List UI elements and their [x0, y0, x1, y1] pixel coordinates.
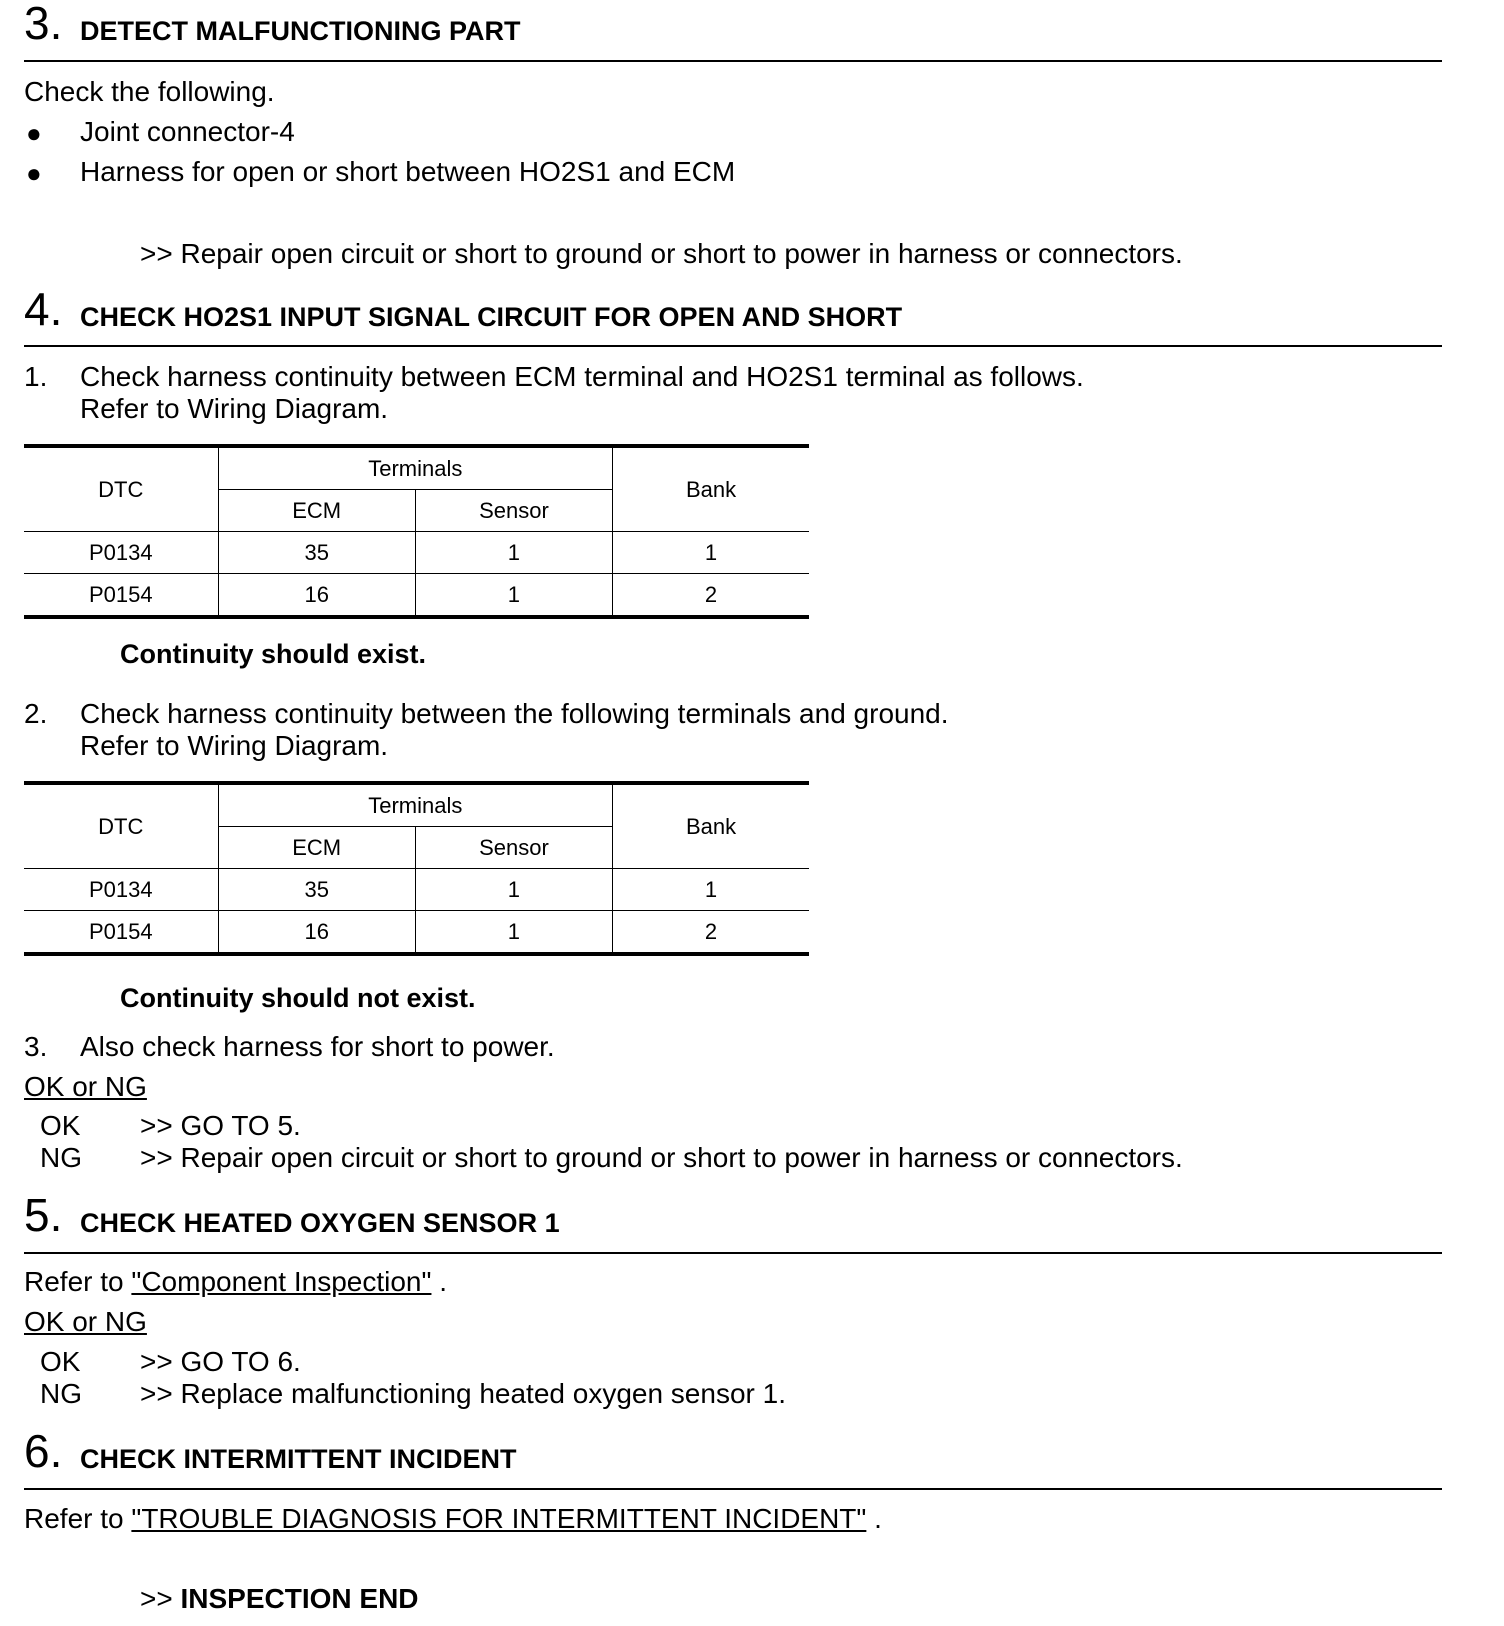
- bullet-item: Harness for open or short between HO2S1 and ECM: [80, 156, 736, 187]
- cell-dtc: P0134: [24, 869, 218, 911]
- refer-suffix: .: [431, 1266, 448, 1297]
- table-row: [24, 574, 809, 618]
- cell-bank: 2: [613, 574, 809, 618]
- step-6-number: 6.: [24, 1425, 63, 1477]
- substep-2-text: Check harness continuity between the following terminals and ground.: [80, 698, 949, 729]
- cell-sensor: 1: [415, 532, 612, 574]
- cell-ecm: 16: [218, 911, 415, 955]
- cell-ecm: 16: [218, 574, 415, 618]
- end-text: INSPECTION END: [180, 1583, 419, 1614]
- cell-sensor: 1: [415, 911, 612, 955]
- substep-3-number: 3.: [24, 1031, 48, 1062]
- bullet-icon: ●: [26, 158, 42, 188]
- ok-label: OK: [40, 1346, 81, 1377]
- component-inspection-link[interactable]: "Component Inspection": [131, 1266, 432, 1297]
- ok-or-ng-label: OK or NG: [24, 1071, 147, 1102]
- cell-bank: 2: [613, 911, 809, 955]
- cell-dtc: P0154: [24, 574, 218, 618]
- ok-action: >> GO TO 6.: [140, 1346, 301, 1377]
- bullet-item: Joint connector-4: [80, 116, 295, 147]
- terminals-table-1: [24, 444, 809, 619]
- substep-2-refer: Refer to Wiring Diagram.: [80, 730, 389, 761]
- ng-action: >> Repair open circuit or short to ground or short to power in harness or connectors.: [140, 1142, 1183, 1173]
- ok-label: OK: [40, 1110, 81, 1141]
- ok-action: >> GO TO 5.: [140, 1110, 301, 1141]
- substep-1-refer: Refer to Wiring Diagram.: [80, 393, 389, 424]
- intermittent-incident-link[interactable]: "TROUBLE DIAGNOSIS FOR INTERMITTENT INCIDENT": [131, 1503, 867, 1534]
- substep-3-text: Also check harness for short to power.: [80, 1031, 555, 1062]
- step-4-rule: [24, 345, 1442, 347]
- bullet-icon: ●: [26, 118, 42, 148]
- step-4-title: CHECK HO2S1 INPUT SIGNAL CIRCUIT FOR OPEN AND SHORT: [80, 302, 903, 332]
- cell-bank: 1: [613, 532, 809, 574]
- terminals-table-2: [24, 781, 809, 956]
- step-3-title: DETECT MALFUNCTIONING PART: [80, 16, 521, 46]
- header-ecm: ECM: [218, 490, 415, 532]
- step-6-rule: [24, 1488, 1442, 1490]
- refer-suffix: .: [866, 1503, 882, 1534]
- cell-ecm: 35: [218, 869, 415, 911]
- header-dtc: DTC: [24, 783, 218, 869]
- header-ecm: ECM: [218, 827, 415, 869]
- table-row: [24, 869, 809, 911]
- step-5-title: CHECK HEATED OXYGEN SENSOR 1: [80, 1208, 560, 1238]
- continuity-note-1: Continuity should exist.: [120, 639, 427, 669]
- substep-1-number: 1.: [24, 361, 48, 392]
- ng-action: >> Replace malfunctioning heated oxygen sensor 1.: [140, 1378, 786, 1409]
- header-terminals: Terminals: [218, 783, 612, 827]
- table-row: [24, 911, 809, 955]
- step-5-refer: [24, 1266, 447, 1298]
- cell-dtc: P0134: [24, 532, 218, 574]
- refer-prefix: Refer to: [24, 1266, 132, 1297]
- cell-ecm: 35: [218, 532, 415, 574]
- inspection-end: [140, 1583, 419, 1615]
- continuity-note-2: Continuity should not exist.: [120, 983, 476, 1013]
- step-5-rule: [24, 1252, 1442, 1254]
- substep-1-text: Check harness continuity between ECM terminal and HO2S1 terminal as follows.: [80, 361, 1084, 392]
- step-4-number: 4.: [24, 283, 63, 335]
- end-prefix: >>: [140, 1583, 181, 1614]
- step-3-rule: [24, 60, 1442, 62]
- ng-label: NG: [40, 1378, 82, 1409]
- ng-label: NG: [40, 1142, 82, 1173]
- header-bank: Bank: [613, 783, 809, 869]
- cell-bank: 1: [613, 869, 809, 911]
- step-5-number: 5.: [24, 1189, 63, 1241]
- cell-sensor: 1: [415, 574, 612, 618]
- header-dtc: DTC: [24, 446, 218, 532]
- header-bank: Bank: [613, 446, 809, 532]
- header-sensor: Sensor: [415, 490, 612, 532]
- refer-prefix: Refer to: [24, 1503, 132, 1534]
- step-3-intro: Check the following.: [24, 76, 275, 107]
- substep-2-number: 2.: [24, 698, 48, 729]
- step-6-refer: [24, 1503, 882, 1535]
- cell-sensor: 1: [415, 869, 612, 911]
- header-sensor: Sensor: [415, 827, 612, 869]
- step-3-action: >> Repair open circuit or short to ground or short to power in harness or connectors.: [140, 238, 1183, 269]
- step-3-number: 3.: [24, 0, 63, 49]
- ok-or-ng-label: OK or NG: [24, 1306, 147, 1337]
- cell-dtc: P0154: [24, 911, 218, 955]
- step-6-title: CHECK INTERMITTENT INCIDENT: [80, 1444, 517, 1474]
- table-row: [24, 532, 809, 574]
- header-terminals: Terminals: [218, 446, 612, 490]
